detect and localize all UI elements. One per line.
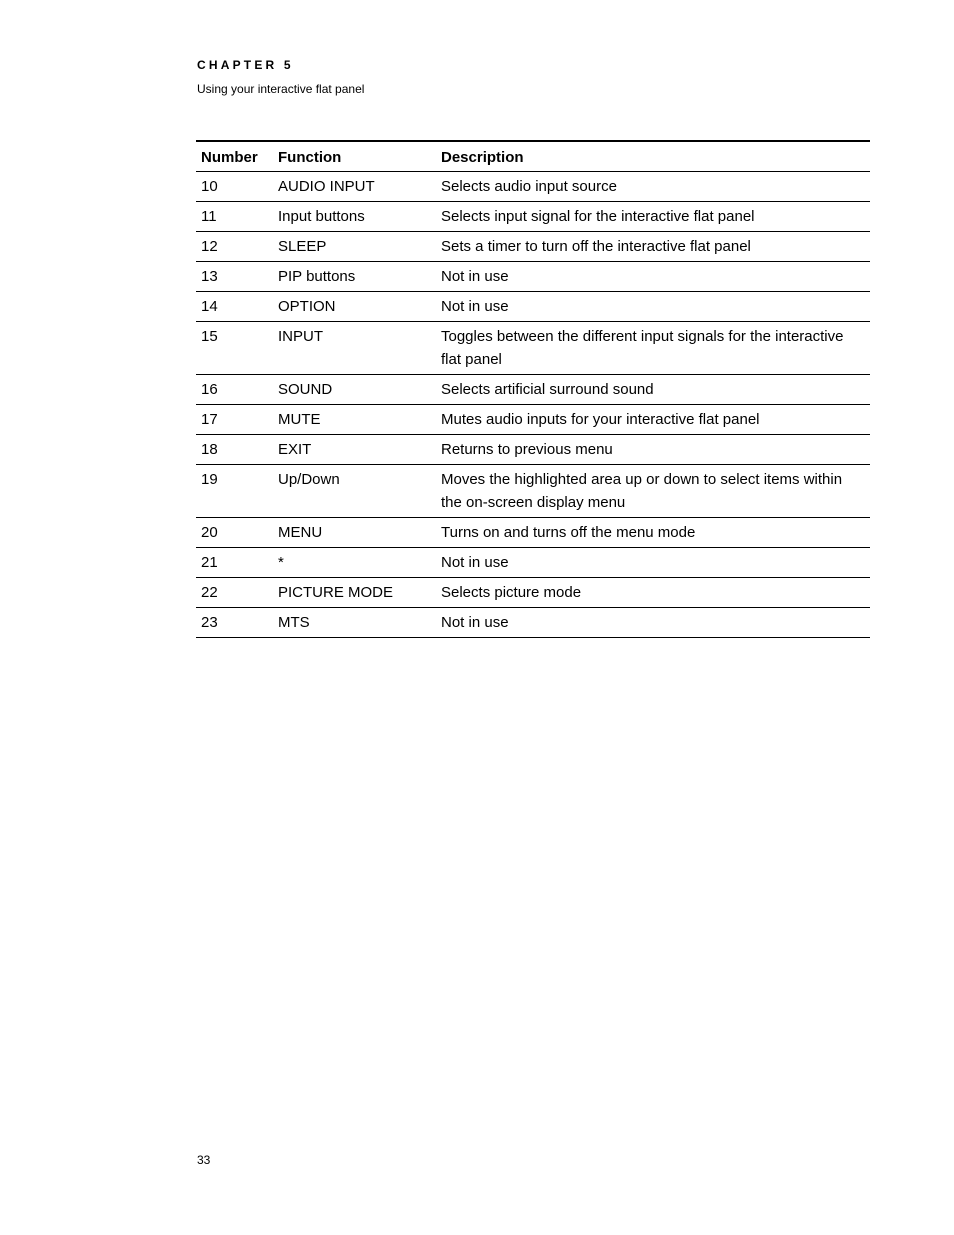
cell-function: SOUND xyxy=(273,375,436,405)
column-header-function: Function xyxy=(273,141,436,172)
cell-number: 19 xyxy=(196,465,273,518)
cell-number: 21 xyxy=(196,548,273,578)
cell-function: * xyxy=(273,548,436,578)
table-row xyxy=(196,202,870,232)
table-header xyxy=(196,141,870,172)
cell-number: 13 xyxy=(196,262,273,292)
chapter-title: Using your interactive flat panel xyxy=(197,82,365,96)
table-row xyxy=(196,262,870,292)
cell-description: Sets a timer to turn off the interactive flat panel xyxy=(436,232,870,262)
cell-description: Mutes audio inputs for your interactive flat panel xyxy=(436,405,870,435)
cell-number: 20 xyxy=(196,518,273,548)
table-header-row xyxy=(196,141,870,172)
table-row xyxy=(196,322,870,375)
function-table xyxy=(196,140,870,638)
cell-description: Selects input signal for the interactive flat panel xyxy=(436,202,870,232)
cell-function: MENU xyxy=(273,518,436,548)
table-row xyxy=(196,435,870,465)
cell-number: 12 xyxy=(196,232,273,262)
cell-function: Up/Down xyxy=(273,465,436,518)
table-row xyxy=(196,518,870,548)
cell-description: Not in use xyxy=(436,548,870,578)
cell-function: INPUT xyxy=(273,322,436,375)
cell-description: Selects audio input source xyxy=(436,172,870,202)
table-body xyxy=(196,172,870,638)
cell-number: 15 xyxy=(196,322,273,375)
cell-function: SLEEP xyxy=(273,232,436,262)
cell-number: 14 xyxy=(196,292,273,322)
cell-function: AUDIO INPUT xyxy=(273,172,436,202)
column-header-number: Number xyxy=(196,141,273,172)
column-header-description: Description xyxy=(436,141,870,172)
cell-function: Input buttons xyxy=(273,202,436,232)
cell-function: EXIT xyxy=(273,435,436,465)
table-row xyxy=(196,292,870,322)
cell-description: Not in use xyxy=(436,292,870,322)
cell-number: 18 xyxy=(196,435,273,465)
table-row xyxy=(196,608,870,638)
page-number: 33 xyxy=(197,1153,211,1167)
table-row xyxy=(196,172,870,202)
cell-description: Moves the highlighted area up or down to select items within the on-screen display menu xyxy=(436,465,870,518)
cell-function: PICTURE MODE xyxy=(273,578,436,608)
table-row xyxy=(196,548,870,578)
cell-number: 22 xyxy=(196,578,273,608)
cell-description: Turns on and turns off the menu mode xyxy=(436,518,870,548)
cell-number: 16 xyxy=(196,375,273,405)
cell-description: Returns to previous menu xyxy=(436,435,870,465)
cell-function: PIP buttons xyxy=(273,262,436,292)
cell-description: Selects picture mode xyxy=(436,578,870,608)
cell-description: Toggles between the different input signals for the interactive flat panel xyxy=(436,322,870,375)
table-row xyxy=(196,578,870,608)
cell-function: MUTE xyxy=(273,405,436,435)
cell-description: Not in use xyxy=(436,262,870,292)
cell-function: OPTION xyxy=(273,292,436,322)
table-row xyxy=(196,405,870,435)
cell-function: MTS xyxy=(273,608,436,638)
cell-number: 11 xyxy=(196,202,273,232)
cell-number: 17 xyxy=(196,405,273,435)
table-row xyxy=(196,232,870,262)
cell-description: Not in use xyxy=(436,608,870,638)
cell-number: 10 xyxy=(196,172,273,202)
cell-number: 23 xyxy=(196,608,273,638)
table-row xyxy=(196,375,870,405)
table-row xyxy=(196,465,870,518)
cell-description: Selects artificial surround sound xyxy=(436,375,870,405)
chapter-label: CHAPTER 5 xyxy=(197,58,294,72)
